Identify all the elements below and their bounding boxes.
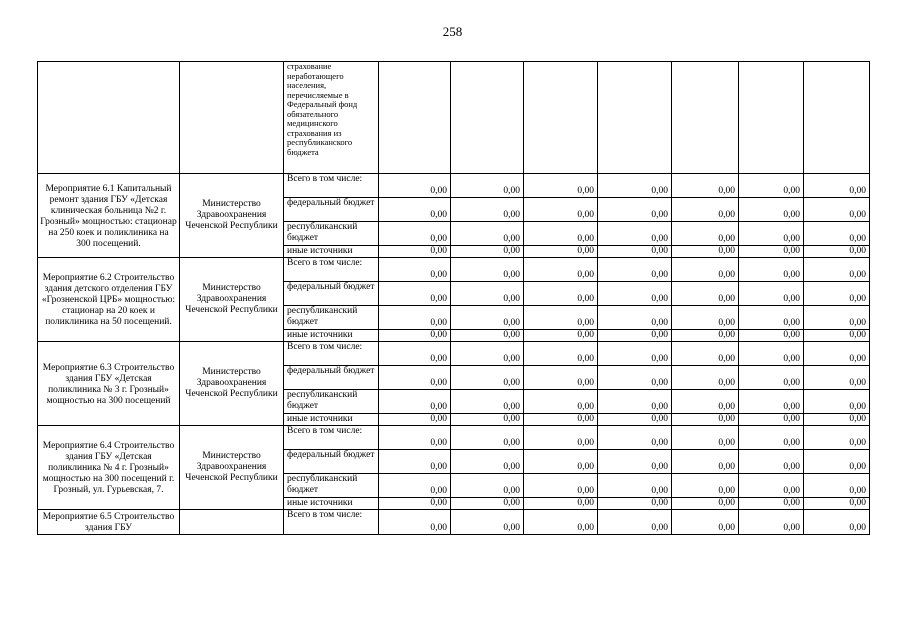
measure-title: Мероприятие 6.1 Капитальный ремонт здания ГБУ «Детская клиническая больница №2 г. Грозный» мощностью: стационар на 250 коек и поликлиника на 300 посещений. (38, 174, 180, 258)
amount-value: 0,00 (598, 366, 672, 390)
amount-value: 0,00 (598, 414, 672, 426)
funding-source: иные источники (284, 498, 379, 510)
measure-cell (38, 62, 180, 174)
funding-source: федеральный бюджет (284, 198, 379, 222)
amount-value: 0,00 (524, 174, 598, 198)
amount-value: 0,00 (524, 390, 598, 414)
amount-value: 0,00 (739, 510, 804, 535)
amount-value: 0,00 (524, 474, 598, 498)
amount-value: 0,00 (524, 246, 598, 258)
amount-value: 0,00 (739, 450, 804, 474)
amount-value: 0,00 (451, 198, 524, 222)
amount-value: 0,00 (804, 342, 870, 366)
funding-source: Всего в том числе: (284, 174, 379, 198)
amount-value: 0,00 (804, 198, 870, 222)
executor-name: Министерство Здравоохранения Чеченской Республики (180, 174, 284, 258)
amount-value: 0,00 (524, 414, 598, 426)
value-cell (379, 62, 451, 174)
amount-value: 0,00 (804, 366, 870, 390)
amount-value: 0,00 (451, 390, 524, 414)
value-cell (598, 62, 672, 174)
amount-value: 0,00 (672, 474, 739, 498)
amount-value: 0,00 (451, 246, 524, 258)
amount-value: 0,00 (451, 498, 524, 510)
amount-value: 0,00 (804, 246, 870, 258)
amount-value: 0,00 (804, 258, 870, 282)
amount-value: 0,00 (672, 258, 739, 282)
amount-value: 0,00 (804, 222, 870, 246)
amount-value: 0,00 (672, 246, 739, 258)
amount-value: 0,00 (524, 282, 598, 306)
funding-source: Всего в том числе: (284, 342, 379, 366)
amount-value: 0,00 (804, 426, 870, 450)
amount-value: 0,00 (379, 258, 451, 282)
amount-value: 0,00 (524, 510, 598, 535)
amount-value: 0,00 (598, 306, 672, 330)
amount-value: 0,00 (672, 498, 739, 510)
value-cell (524, 62, 598, 174)
funding-row (38, 342, 870, 366)
amount-value: 0,00 (598, 174, 672, 198)
amount-value: 0,00 (804, 474, 870, 498)
amount-value: 0,00 (672, 450, 739, 474)
funding-source: иные источники (284, 414, 379, 426)
amount-value: 0,00 (598, 450, 672, 474)
amount-value: 0,00 (804, 510, 870, 535)
amount-value: 0,00 (804, 282, 870, 306)
funding-source: федеральный бюджет (284, 366, 379, 390)
page-number: 258 (442, 24, 463, 39)
amount-value: 0,00 (739, 414, 804, 426)
amount-value: 0,00 (739, 426, 804, 450)
funding-source: Всего в том числе: (284, 510, 379, 535)
amount-value: 0,00 (739, 282, 804, 306)
amount-value: 0,00 (451, 474, 524, 498)
amount-value: 0,00 (598, 198, 672, 222)
value-cell (451, 62, 524, 174)
amount-value: 0,00 (598, 510, 672, 535)
amount-value: 0,00 (524, 498, 598, 510)
amount-value: 0,00 (524, 426, 598, 450)
funding-row (38, 426, 870, 450)
amount-value: 0,00 (524, 258, 598, 282)
amount-value: 0,00 (598, 258, 672, 282)
amount-value: 0,00 (379, 198, 451, 222)
amount-value: 0,00 (598, 246, 672, 258)
value-cell (804, 62, 870, 174)
funding-source: Всего в том числе: (284, 426, 379, 450)
amount-value: 0,00 (451, 330, 524, 342)
amount-value: 0,00 (598, 426, 672, 450)
amount-value: 0,00 (804, 390, 870, 414)
source-cell: страхование неработающего населения, перечисляемые в Федеральный фонд обязательного медицинского страхования из республиканского бюджета (284, 62, 379, 174)
amount-value: 0,00 (379, 246, 451, 258)
amount-value: 0,00 (451, 306, 524, 330)
executor-name: Министерство Здравоохранения Чеченской Республики (180, 258, 284, 342)
amount-value: 0,00 (379, 414, 451, 426)
amount-value: 0,00 (804, 306, 870, 330)
amount-value: 0,00 (739, 330, 804, 342)
measure-title: Мероприятие 6.3 Строительство здания ГБУ «Детская поликлиника № 3 г. Грозный» мощностью на 300 посещений (38, 342, 180, 426)
executor-cell (180, 62, 284, 174)
amount-value: 0,00 (739, 246, 804, 258)
funding-source: республиканский бюджет (284, 390, 379, 414)
amount-value: 0,00 (598, 282, 672, 306)
amount-value: 0,00 (379, 174, 451, 198)
amount-value: 0,00 (804, 174, 870, 198)
amount-value: 0,00 (379, 306, 451, 330)
funding-row (38, 174, 870, 198)
amount-value: 0,00 (451, 510, 524, 535)
amount-value: 0,00 (451, 450, 524, 474)
amount-value: 0,00 (379, 474, 451, 498)
amount-value: 0,00 (672, 426, 739, 450)
amount-value: 0,00 (598, 390, 672, 414)
amount-value: 0,00 (524, 450, 598, 474)
continuation-row (38, 62, 870, 174)
amount-value: 0,00 (598, 474, 672, 498)
executor-name: Министерство Здравоохранения Чеченской Республики (180, 426, 284, 510)
amount-value: 0,00 (672, 282, 739, 306)
amount-value: 0,00 (451, 174, 524, 198)
amount-value: 0,00 (379, 282, 451, 306)
funding-table (37, 61, 870, 535)
amount-value: 0,00 (739, 174, 804, 198)
amount-value: 0,00 (804, 330, 870, 342)
amount-value: 0,00 (672, 366, 739, 390)
amount-value: 0,00 (739, 342, 804, 366)
executor-name (180, 510, 284, 535)
amount-value: 0,00 (379, 366, 451, 390)
measure-title: Мероприятие 6.2 Строительство здания детского отделения ГБУ «Грозненской ЦРБ» мощностью: стационар на 20 коек и поликлиника на 50 посещений. (38, 258, 180, 342)
measure-title: Мероприятие 6.5 Строительство здания ГБУ (38, 510, 180, 535)
amount-value: 0,00 (451, 342, 524, 366)
amount-value: 0,00 (451, 426, 524, 450)
amount-value: 0,00 (451, 282, 524, 306)
executor-name: Министерство Здравоохранения Чеченской Республики (180, 342, 284, 426)
amount-value: 0,00 (739, 390, 804, 414)
funding-source: федеральный бюджет (284, 282, 379, 306)
amount-value: 0,00 (379, 222, 451, 246)
amount-value: 0,00 (672, 330, 739, 342)
amount-value: 0,00 (524, 330, 598, 342)
funding-row (38, 510, 870, 535)
measure-title: Мероприятие 6.4 Строительство здания ГБУ «Детская поликлиника № 4 г. Грозный» мощностью на 300 посещений г. Грозный, ул. Гурьевская, 7. (38, 426, 180, 510)
amount-value: 0,00 (598, 498, 672, 510)
amount-value: 0,00 (598, 342, 672, 366)
amount-value: 0,00 (739, 198, 804, 222)
amount-value: 0,00 (672, 390, 739, 414)
amount-value: 0,00 (451, 258, 524, 282)
funding-row (38, 258, 870, 282)
amount-value: 0,00 (379, 330, 451, 342)
funding-source: Всего в том числе: (284, 258, 379, 282)
amount-value: 0,00 (739, 306, 804, 330)
amount-value: 0,00 (672, 198, 739, 222)
amount-value: 0,00 (379, 390, 451, 414)
value-cell (672, 62, 739, 174)
amount-value: 0,00 (379, 450, 451, 474)
value-cell (739, 62, 804, 174)
amount-value: 0,00 (379, 426, 451, 450)
amount-value: 0,00 (379, 498, 451, 510)
amount-value: 0,00 (739, 474, 804, 498)
funding-source: иные источники (284, 330, 379, 342)
amount-value: 0,00 (804, 498, 870, 510)
amount-value: 0,00 (524, 366, 598, 390)
funding-source: республиканский бюджет (284, 474, 379, 498)
amount-value: 0,00 (672, 306, 739, 330)
table-body (38, 62, 870, 535)
amount-value: 0,00 (672, 510, 739, 535)
funding-source: иные источники (284, 246, 379, 258)
funding-source: республиканский бюджет (284, 306, 379, 330)
amount-value: 0,00 (739, 258, 804, 282)
amount-value: 0,00 (379, 510, 451, 535)
amount-value: 0,00 (672, 342, 739, 366)
amount-value: 0,00 (804, 414, 870, 426)
amount-value: 0,00 (672, 414, 739, 426)
funding-source: республиканский бюджет (284, 222, 379, 246)
amount-value: 0,00 (672, 174, 739, 198)
amount-value: 0,00 (598, 222, 672, 246)
amount-value: 0,00 (451, 366, 524, 390)
amount-value: 0,00 (739, 366, 804, 390)
amount-value: 0,00 (524, 306, 598, 330)
amount-value: 0,00 (739, 222, 804, 246)
amount-value: 0,00 (672, 222, 739, 246)
amount-value: 0,00 (598, 330, 672, 342)
amount-value: 0,00 (804, 450, 870, 474)
amount-value: 0,00 (524, 222, 598, 246)
amount-value: 0,00 (524, 342, 598, 366)
amount-value: 0,00 (451, 222, 524, 246)
amount-value: 0,00 (524, 198, 598, 222)
amount-value: 0,00 (379, 342, 451, 366)
funding-source: федеральный бюджет (284, 450, 379, 474)
amount-value: 0,00 (739, 498, 804, 510)
amount-value: 0,00 (451, 414, 524, 426)
